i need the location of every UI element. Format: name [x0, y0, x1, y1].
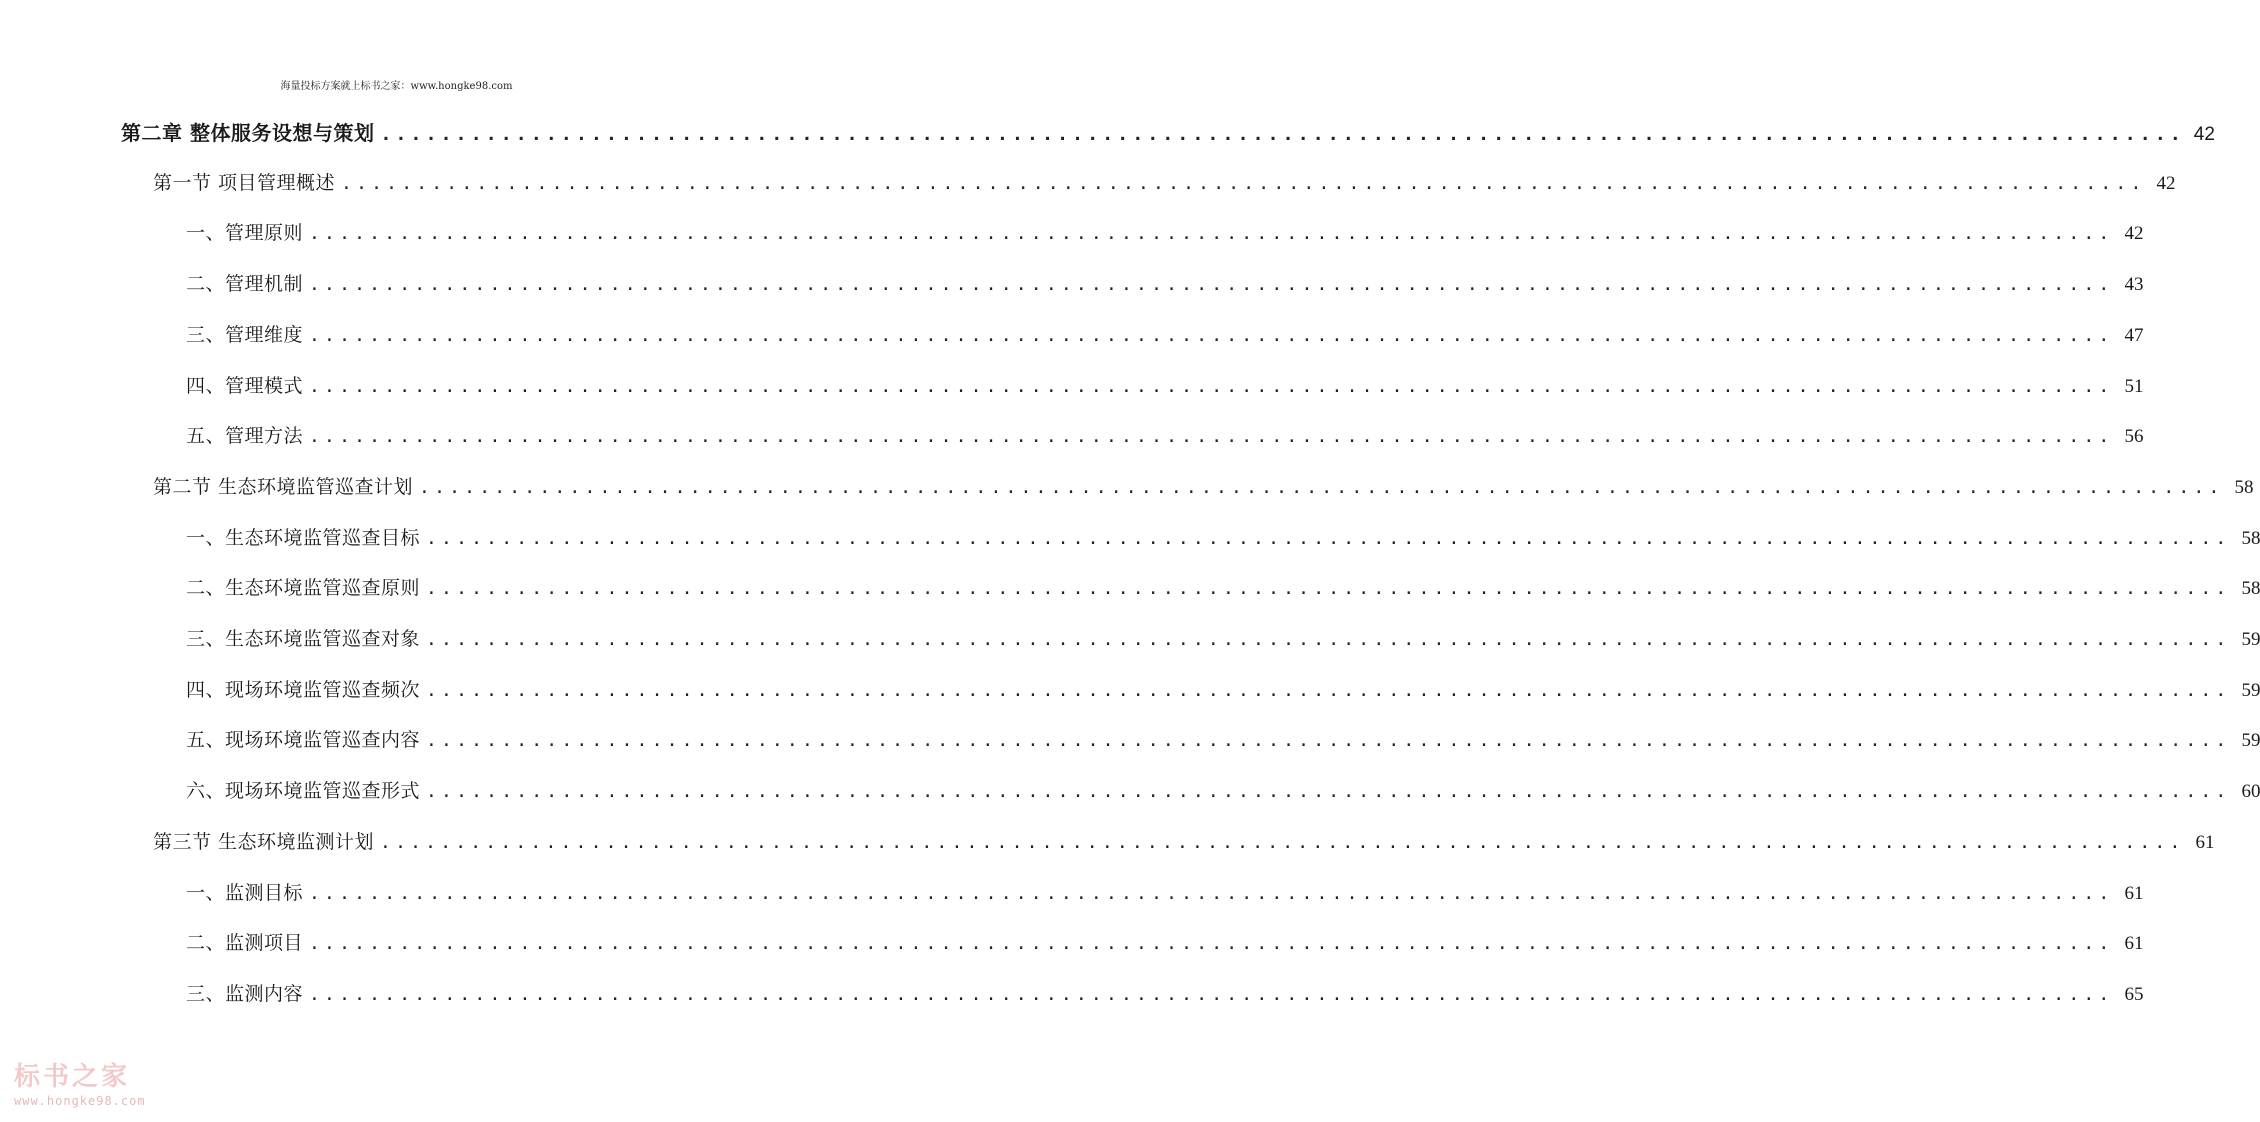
- toc-entry-title: 第二节 生态环境监管巡查计划: [153, 475, 414, 498]
- toc-entry-title: 五、现场环境监管巡查内容: [186, 729, 421, 752]
- toc-entry-page-number: 56: [2124, 426, 2144, 448]
- toc-entry[interactable]: [186, 725, 2260, 759]
- toc-entry[interactable]: [153, 827, 2215, 861]
- toc-entry-page-number: 60: [2241, 781, 2260, 803]
- toc-entry-page-number: 59: [2241, 730, 2260, 752]
- toc-dot-leader: ........................................................................................................................: [426, 629, 2231, 650]
- watermark-url: www.hongke98.com: [14, 1094, 146, 1108]
- toc-entry-page-number: 42: [2124, 223, 2144, 245]
- toc-entry-title: 一、监测目标: [186, 881, 304, 904]
- toc-entry-page-number: 59: [2241, 629, 2260, 650]
- toc-entry[interactable]: [186, 421, 2144, 455]
- toc-entry-title: 二、监测项目: [186, 932, 304, 955]
- toc-dot-leader: ........................................................................................................................: [309, 375, 2114, 397]
- toc-entry[interactable]: [186, 878, 2144, 912]
- page-header: 海量投标方案就上标书之家：www.hongke98.com: [280, 81, 513, 92]
- toc-entry[interactable]: [186, 218, 2144, 252]
- toc-entry-title: 六、现场环境监管巡查形式: [186, 780, 421, 803]
- toc-entry-title: 第二章 整体服务设想与策划: [121, 121, 375, 145]
- toc-entry-page-number: 61: [2124, 933, 2144, 955]
- toc-entry[interactable]: [186, 928, 2144, 962]
- toc-dot-leader: ........................................................................................................................: [309, 274, 2114, 296]
- toc-entry-title: 一、生态环境监管巡查目标: [186, 526, 421, 549]
- toc-entry-page-number: 65: [2124, 983, 2144, 1005]
- toc-dot-leader: ........................................................................................................................: [426, 527, 2231, 549]
- toc-entry-title: 一、管理原则: [186, 222, 304, 245]
- toc-dot-leader: ........................................................................................................................: [426, 730, 2231, 752]
- toc-entry-page-number: 59: [2241, 679, 2260, 701]
- toc-dot-leader: ........................................................................................................................: [341, 172, 2146, 194]
- toc-entry-title: 三、生态环境监管巡查对象: [186, 628, 421, 650]
- toc-entry-title: 三、监测内容: [186, 982, 304, 1005]
- toc-entry-page-number: 47: [2124, 324, 2144, 346]
- toc-dot-leader: ........................................................................................................................: [419, 476, 2224, 498]
- toc-entry-page-number: 58: [2241, 527, 2260, 549]
- toc-entry-title: 三、管理维度: [186, 323, 304, 346]
- toc-dot-leader: ........................................................................................................................: [380, 124, 2185, 145]
- toc-dot-leader: ........................................................................................................................: [309, 882, 2114, 904]
- watermark-logo: 标书之家: [14, 1062, 131, 1092]
- toc-entry[interactable]: [186, 573, 2260, 607]
- toc-entry-page-number: 61: [2195, 831, 2215, 853]
- toc-entry[interactable]: [186, 320, 2144, 354]
- toc-entry-title: 第一节 项目管理概述: [153, 171, 336, 194]
- toc-entry-page-number: 51: [2124, 375, 2144, 397]
- toc-entry-page-number: 58: [2241, 578, 2260, 600]
- watermark: [14, 1062, 174, 1108]
- toc-dot-leader: ........................................................................................................................: [309, 983, 2114, 1005]
- toc-entry-title: 二、生态环境监管巡查原则: [186, 577, 421, 600]
- toc-entry[interactable]: [186, 523, 2260, 557]
- toc-entry-title: 第三节 生态环境监测计划: [153, 830, 375, 853]
- toc-entry[interactable]: [186, 675, 2260, 709]
- toc-entry-page-number: 42: [2193, 124, 2215, 145]
- toc-dot-leader: ........................................................................................................................: [309, 223, 2114, 245]
- toc-entry-title: 四、现场环境监管巡查频次: [186, 678, 421, 701]
- toc-dot-leader: ........................................................................................................................: [309, 426, 2114, 448]
- toc-entry[interactable]: [153, 472, 2254, 506]
- toc-entry[interactable]: [186, 371, 2144, 405]
- toc-dot-leader: ........................................................................................................................: [309, 933, 2114, 955]
- toc-entry[interactable]: [121, 117, 2215, 151]
- toc-entry[interactable]: [186, 979, 2144, 1013]
- toc-entry[interactable]: [186, 624, 2260, 658]
- toc-entry[interactable]: [153, 168, 2176, 202]
- toc-entry-page-number: 43: [2124, 274, 2144, 296]
- toc-entry[interactable]: [186, 269, 2144, 303]
- toc-dot-leader: ........................................................................................................................: [426, 578, 2231, 600]
- toc-dot-leader: ........................................................................................................................: [426, 781, 2231, 803]
- toc-entry[interactable]: [186, 776, 2260, 810]
- toc-entry-page-number: 42: [2156, 172, 2176, 194]
- toc-entry-page-number: 58: [2234, 476, 2254, 498]
- toc-entry-title: 五、管理方法: [186, 425, 304, 448]
- toc-entry-page-number: 61: [2124, 882, 2144, 904]
- toc-entry-title: 二、管理机制: [186, 273, 304, 296]
- toc-dot-leader: ........................................................................................................................: [380, 831, 2185, 853]
- toc-entry-title: 四、管理模式: [186, 374, 304, 397]
- toc-dot-leader: ........................................................................................................................: [309, 324, 2114, 346]
- toc-dot-leader: ........................................................................................................................: [426, 679, 2231, 701]
